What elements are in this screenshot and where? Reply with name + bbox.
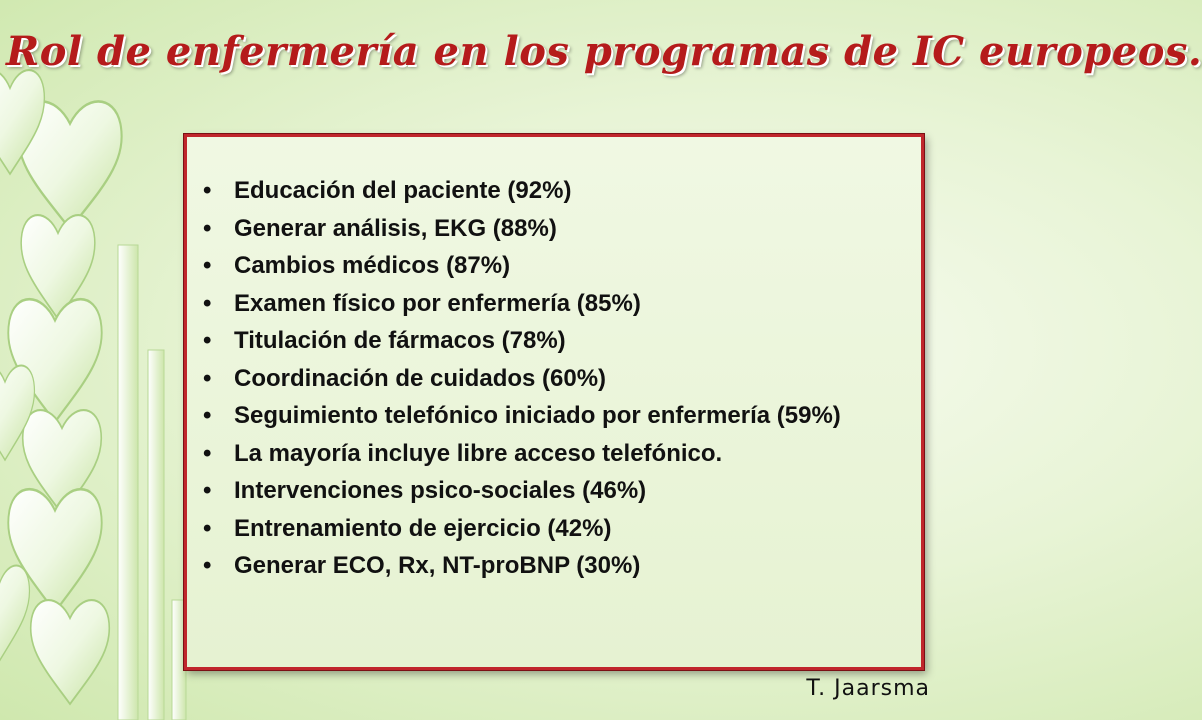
list-item-text: Intervenciones psico-sociales (46%): [234, 477, 647, 504]
bullet-icon: •: [203, 514, 212, 542]
list-item: [187, 552, 921, 580]
bullet-icon: •: [203, 402, 212, 429]
bullet-list: [187, 177, 921, 590]
list-item: [187, 365, 921, 393]
bullet-icon: •: [203, 477, 212, 504]
bullet-icon: •: [203, 439, 212, 467]
list-item-text: Titulación de fármacos (78%): [234, 327, 566, 354]
list-item: [187, 477, 921, 505]
list-item-text: Cambios médicos (87%): [234, 252, 511, 279]
heart-icon: [0, 566, 30, 661]
list-item: [187, 177, 921, 205]
list-item: [187, 515, 921, 543]
bullet-icon: •: [203, 552, 212, 579]
list-item-text: Generar análisis, EKG (88%): [234, 214, 557, 242]
list-item-text: Educación del paciente (92%): [234, 177, 572, 204]
list-item-text: Coordinación de cuidados (60%): [234, 364, 607, 392]
heart-icon: [31, 600, 110, 704]
list-item: [187, 252, 921, 280]
list-item-text: La mayoría incluye libre acceso telefónico.: [234, 439, 723, 467]
list-item-text: Generar ECO, Rx, NT-proBNP (30%): [234, 552, 641, 579]
list-item: [187, 440, 921, 468]
bullet-icon: •: [203, 364, 212, 392]
list-item: [187, 402, 921, 430]
author-credit: T. Jaarsma: [806, 676, 930, 701]
list-item-text: Examen físico por enfermería (85%): [234, 289, 641, 317]
list-item-text: Entrenamiento de ejercicio (42%): [234, 514, 612, 542]
content-box: [184, 134, 924, 670]
bullet-icon: •: [203, 327, 212, 354]
slide-title: Rol de enfermería en los programas de IC europeos.: [6, 28, 1202, 75]
bullet-icon: •: [203, 289, 212, 317]
bullet-icon: •: [203, 252, 212, 279]
list-item: [187, 290, 921, 318]
list-item: [187, 215, 921, 243]
bullet-icon: •: [203, 177, 212, 204]
bullet-icon: •: [203, 214, 212, 242]
list-item: [187, 327, 921, 355]
list-item-text: Seguimiento telefónico iniciado por enfermería (59%): [234, 402, 841, 429]
